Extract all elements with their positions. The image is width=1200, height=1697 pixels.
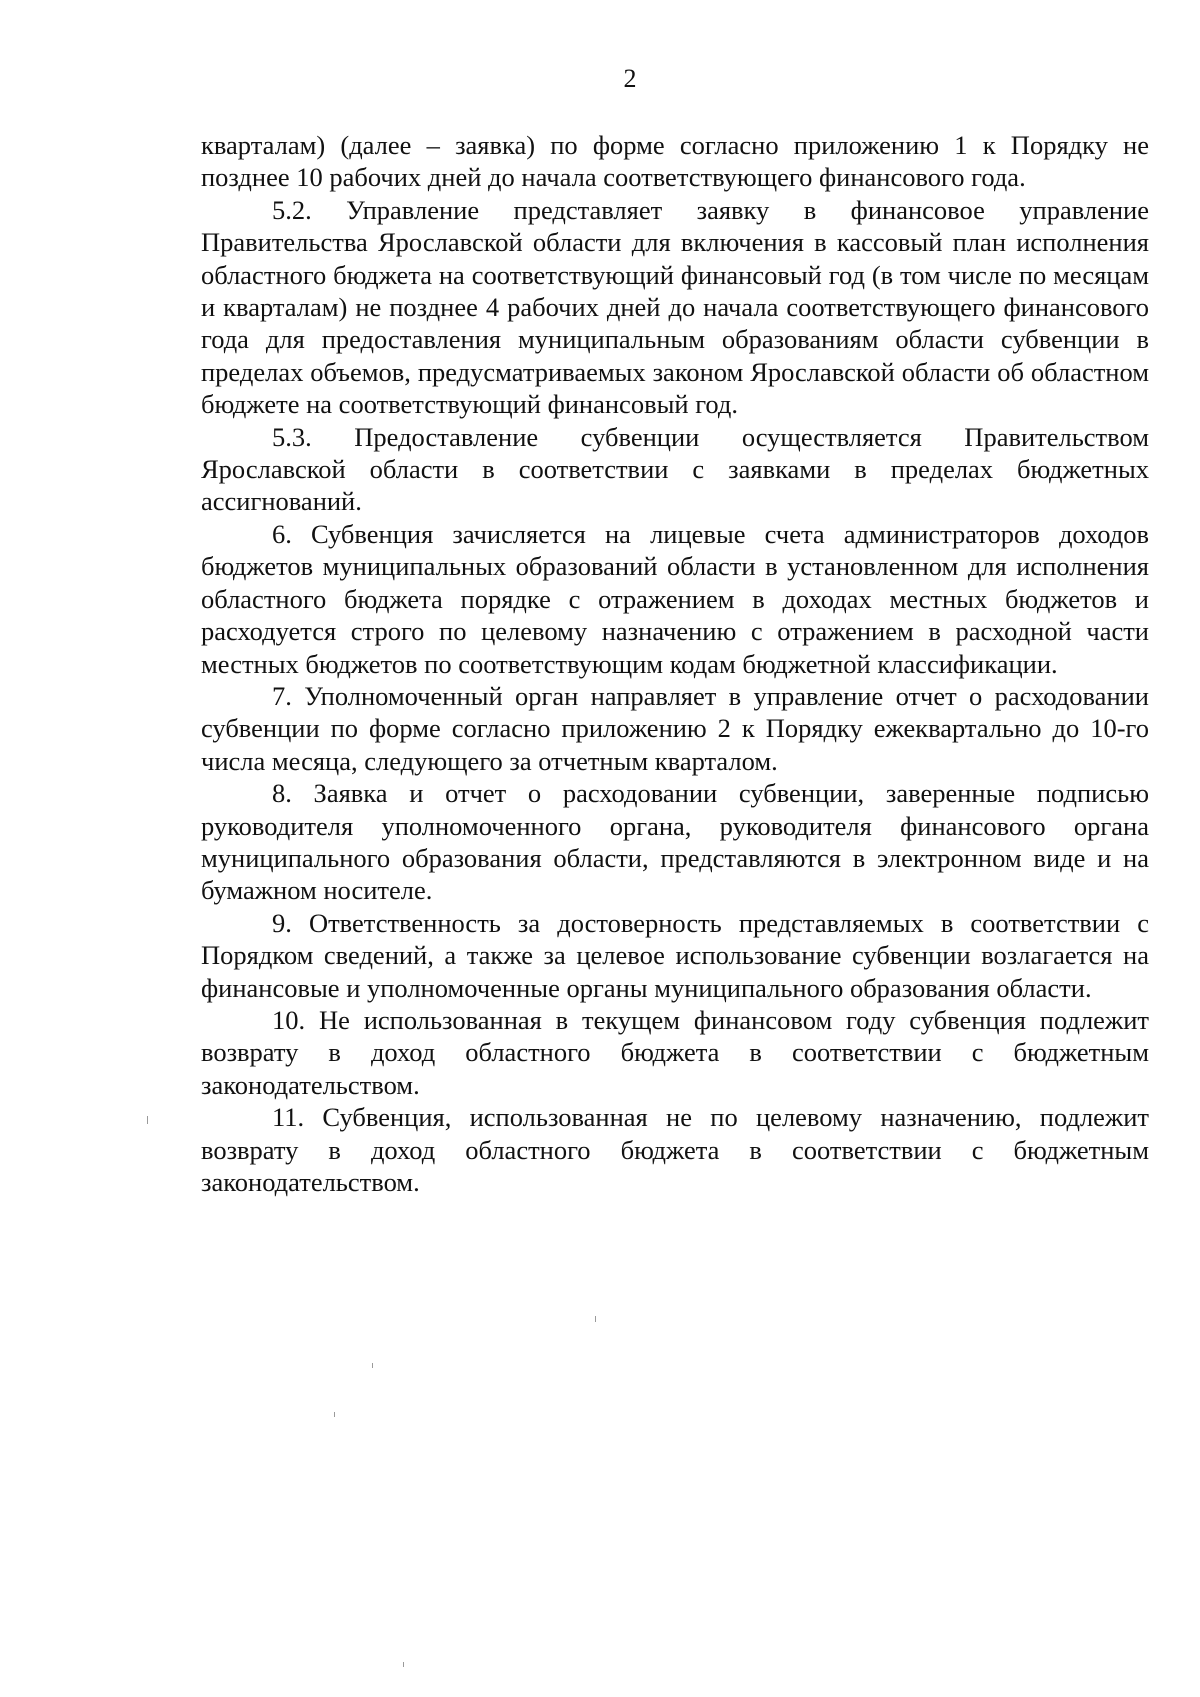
paragraph-9: 9. Ответственность за достоверность представляемых в соответствии с Порядком сведений, а также за целевое использование субвенции возлагается на финансовые и уполномоченные органы муниципального образования области. — [201, 907, 1149, 1003]
paragraph-5-3: 5.3. Предоставление субвенции осуществляется Правительством Ярославской области в соответствии с заявками в пределах бюджетных ассигнований. — [201, 421, 1149, 517]
document-body — [201, 129, 1149, 1198]
paragraph-6: 6. Субвенция зачисляется на лицевые счета администраторов доходов бюджетов муниципальных образований области в установленном для исполнения областного бюджета порядке с отражением в доходах местных бюджетов и расходуется строго по целевому назначению с отражением в расходной части местных бюджетов по соответствующим кодам бюджетной классификации. — [201, 518, 1149, 679]
page-number: 2 — [623, 64, 637, 93]
scan-speck — [372, 1363, 373, 1368]
paragraph-8: 8. Заявка и отчет о расходовании субвенции, заверенные подписью руководителя уполномоченного органа, руководителя финансового органа муниципального образования области, представляются в электронном виде и на бумажном носителе. — [201, 778, 1149, 906]
paragraph-10: 10. Не использованная в текущем финансовом году субвенция подлежит возврату в доход областного бюджета в соответствии с бюджетным законодательством. — [201, 1004, 1149, 1100]
scan-speck — [403, 1662, 404, 1667]
paragraph-5-2: 5.2. Управление представляет заявку в финансовое управление Правительства Ярославской области для включения в кассовый план исполнения областного бюджета на соответствующий финансовый год (в том числе по месяцам и кварталам) не позднее 4 рабочих дней до начала соответствующего финансового года для предоставления муниципальным образованиям области субвенции в пределах объемов, предусматриваемых законом Ярославской области об областном бюджете на соответствующий финансовый год. — [201, 194, 1149, 420]
paragraph-continuation: кварталам) (далее – заявка) по форме согласно приложению 1 к Порядку не позднее 10 рабочих дней до начала соответствующего финансового года. — [201, 130, 1149, 193]
scan-speck — [595, 1316, 596, 1322]
paragraph-7: 7. Уполномоченный орган направляет в управление отчет о расходовании субвенции по форме согласно приложению 2 к Порядку ежеквартально до 10-го числа месяца, следующего за отчетным кварталом. — [201, 680, 1149, 776]
paragraph-11: 11. Субвенция, использованная не по целевому назначению, подлежит возврату в доход областного бюджета в соответствии с бюджетным законодательством. — [201, 1102, 1149, 1197]
scan-speck — [334, 1412, 335, 1417]
scan-speck — [147, 1116, 148, 1124]
